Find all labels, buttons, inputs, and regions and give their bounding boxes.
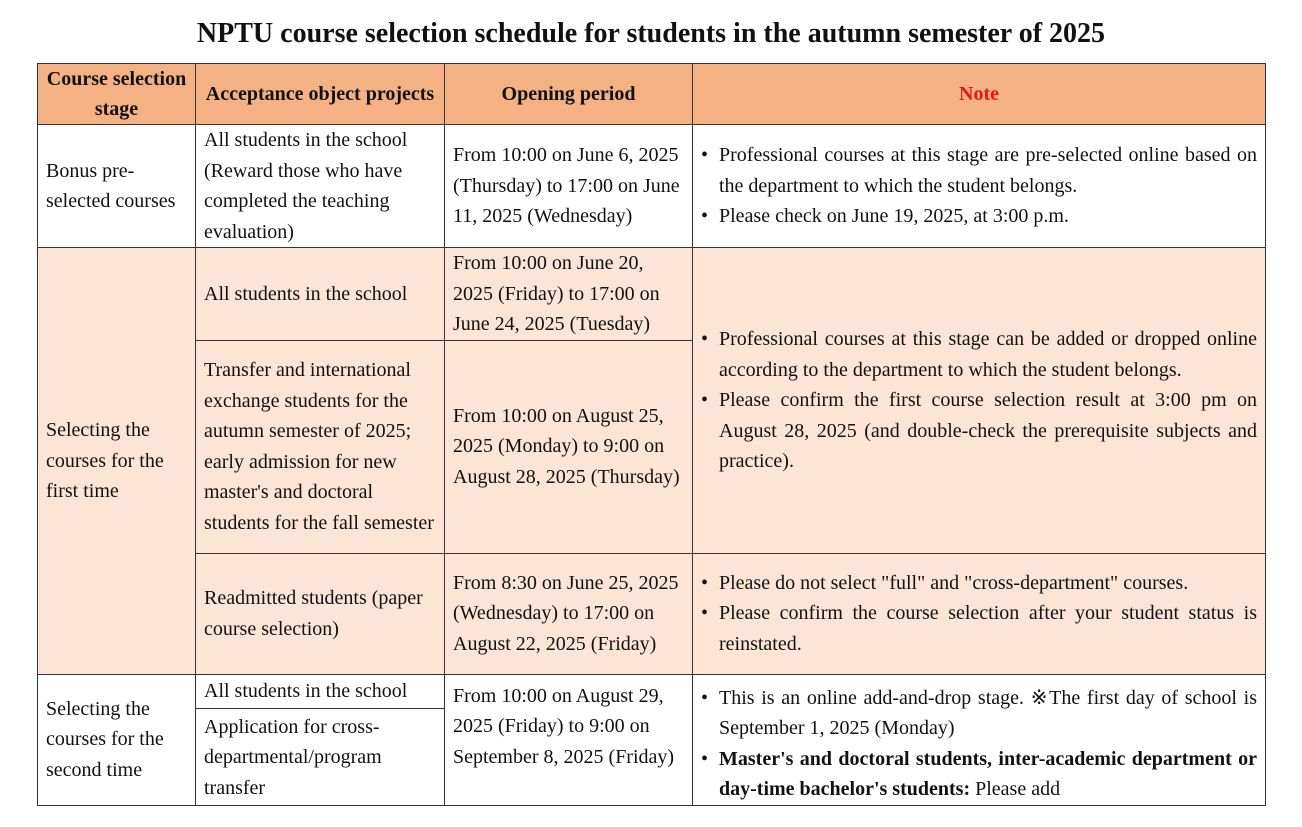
note-item: • Please confirm the first course selection result at 3:00 pm on August 28, 2025 (and double-check the prerequisite subjects and practice). bbox=[701, 385, 1257, 477]
header-stage: Course selection stage bbox=[38, 64, 196, 125]
period-cell: From 10:00 on August 29, 2025 (Friday) to 9:00 on September 8, 2025 (Friday) bbox=[445, 674, 693, 805]
object-cell: All students in the school bbox=[196, 674, 445, 708]
stage-cell: Bonus pre-selected courses bbox=[38, 125, 196, 248]
period-cell: From 10:00 on June 6, 2025 (Thursday) to 17:00 on June 11, 2025 (Wednesday) bbox=[445, 125, 693, 248]
note-item: • Professional courses at this stage can be added or dropped online according to the department to which the student belongs. bbox=[701, 324, 1257, 385]
note-item: • Please do not select "full" and "cross-department" courses. bbox=[701, 568, 1257, 599]
note-bold-text: Master's and doctoral students, inter-academic department or day-time bachelor's students: bbox=[719, 747, 1257, 800]
stage-cell: Selecting the courses for the first time bbox=[38, 248, 196, 675]
header-object: Acceptance object projects bbox=[196, 64, 445, 125]
stage-cell: Selecting the courses for the second time bbox=[38, 674, 196, 805]
note-item: • This is an online add-and-drop stage. ※The first day of school is September 1, 2025 (Monday) bbox=[701, 683, 1257, 744]
note-cell bbox=[693, 553, 1266, 674]
header-note: Note bbox=[693, 64, 1266, 125]
object-cell: Application for cross-departmental/program transfer bbox=[196, 708, 445, 805]
object-cell: All students in the school bbox=[196, 248, 445, 341]
table-row bbox=[38, 553, 1266, 674]
note-item: • Professional courses at this stage are pre-selected online based on the department to which the student belongs. bbox=[701, 140, 1257, 201]
header-row bbox=[38, 64, 1266, 125]
schedule-table bbox=[37, 63, 1266, 806]
period-cell: From 8:30 on June 25, 2025 (Wednesday) to 17:00 on August 22, 2025 (Friday) bbox=[445, 553, 693, 674]
note-cell bbox=[693, 248, 1266, 554]
object-cell: Transfer and international exchange students for the autumn semester of 2025; early admission for new master's and doctoral students for the fall semester bbox=[196, 340, 445, 553]
table-row bbox=[38, 248, 1266, 341]
object-cell: All students in the school (Reward those who have completed the teaching evaluation) bbox=[196, 125, 445, 248]
page-title: NPTU course selection schedule for students in the autumn semester of 2025 bbox=[196, 18, 1106, 49]
table-row bbox=[38, 125, 1266, 248]
table-row bbox=[38, 674, 1266, 708]
period-cell: From 10:00 on August 25, 2025 (Monday) to 9:00 on August 28, 2025 (Thursday) bbox=[445, 340, 693, 553]
note-item: • Please confirm the course selection after your student status is reinstated. bbox=[701, 598, 1257, 659]
period-cell: From 10:00 on June 20, 2025 (Friday) to 17:00 on June 24, 2025 (Tuesday) bbox=[445, 248, 693, 341]
object-cell: Readmitted students (paper course selection) bbox=[196, 553, 445, 674]
header-period: Opening period bbox=[445, 64, 693, 125]
note-cell bbox=[693, 674, 1266, 805]
note-item: • Please check on June 19, 2025, at 3:00 p.m. bbox=[701, 201, 1257, 232]
note-item bbox=[701, 744, 1257, 802]
note-cell bbox=[693, 125, 1266, 248]
note-text: Please add bbox=[970, 778, 1061, 800]
